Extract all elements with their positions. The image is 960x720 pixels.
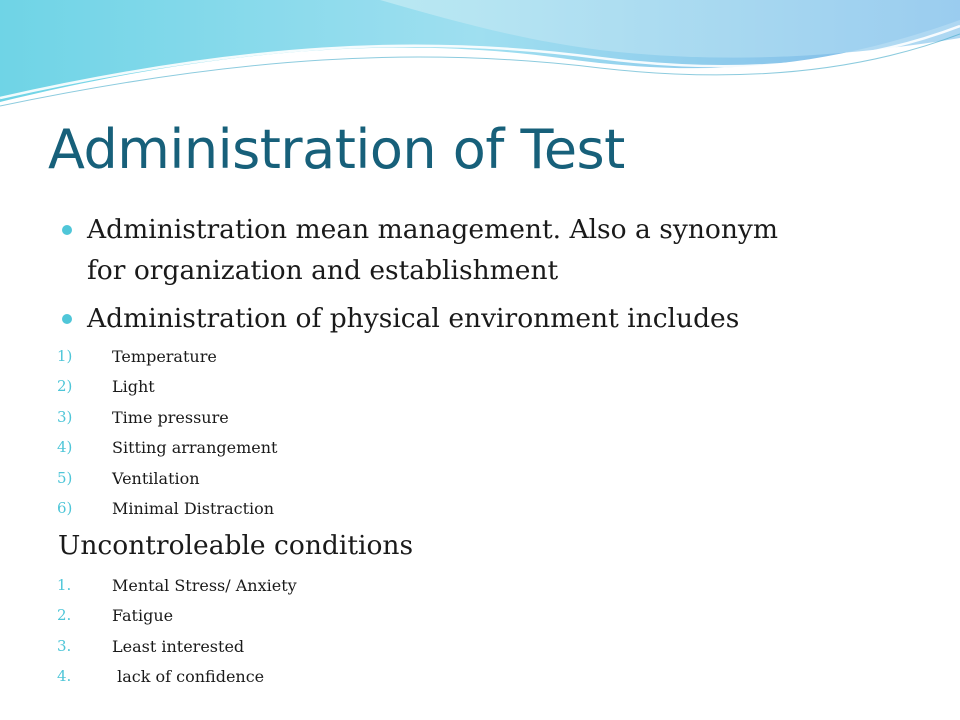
list-number: 1)	[57, 347, 73, 365]
list-number: 5)	[57, 469, 73, 487]
bullet-2-text: Administration of physical environment includes	[87, 303, 740, 334]
subheading-uncontrolled: Uncontroleable conditions	[58, 530, 414, 561]
bullet-1-line1: Administration mean management. Also a synonym	[87, 214, 779, 245]
list-label: Minimal Distraction	[112, 499, 275, 518]
list-number: 2.	[57, 606, 72, 624]
slide-title: Administration of Test	[48, 118, 625, 181]
list-label: Time pressure	[112, 408, 229, 427]
list-number: 3)	[57, 408, 73, 426]
list-number: 6)	[57, 499, 73, 517]
list-label: Least interested	[112, 637, 245, 656]
bullet-dot-icon	[62, 314, 72, 324]
list-label: Ventilation	[112, 469, 200, 488]
header-wave-decoration	[0, 0, 960, 120]
list-number: 2)	[57, 377, 73, 395]
list-number: 1.	[57, 576, 72, 594]
list-label: lack of confidence	[112, 667, 265, 686]
bullet-1-line2: for organization and establishment	[87, 255, 559, 286]
list-label: Temperature	[112, 347, 217, 366]
list-label: Mental Stress/ Anxiety	[112, 576, 297, 595]
list-label: Sitting arrangement	[112, 438, 278, 457]
list-number: 4.	[57, 667, 72, 685]
list-number: 4)	[57, 438, 73, 456]
list-number: 3.	[57, 637, 72, 655]
bullet-dot-icon	[62, 225, 72, 235]
list-label: Fatigue	[112, 606, 174, 625]
list-label: Light	[112, 377, 155, 396]
